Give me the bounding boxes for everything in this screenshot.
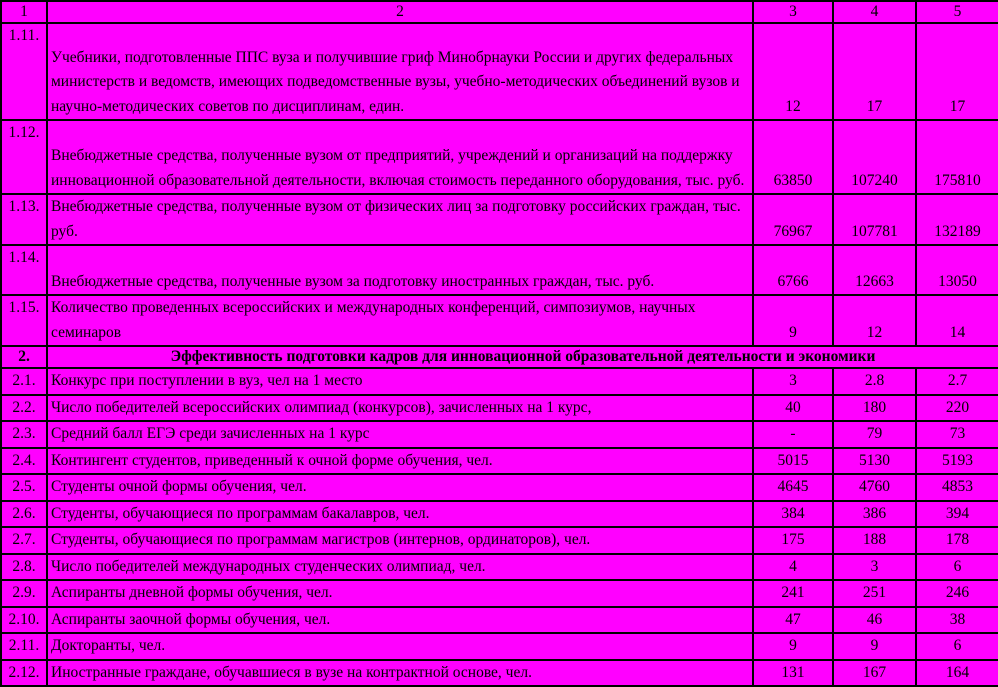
value-col-4: 107781 [833, 194, 916, 245]
row-index: 1.12. [1, 120, 47, 194]
value-col-4: 9 [833, 633, 916, 660]
table-row [1, 368, 998, 395]
row-index: 1.14. [1, 245, 47, 295]
value-col-5: 14 [916, 295, 998, 346]
value-col-4: 2.8 [833, 368, 916, 395]
value-col-4: 251 [833, 580, 916, 607]
row-index: 2.10. [1, 607, 47, 634]
value-col-4: 79 [833, 421, 916, 448]
row-description: Средний балл ЕГЭ среди зачисленных на 1 курс [47, 421, 753, 448]
section-row [1, 346, 998, 368]
table-row [1, 421, 998, 448]
table-row [1, 474, 998, 501]
value-col-4: 107240 [833, 120, 916, 194]
row-index: 2.5. [1, 474, 47, 501]
value-col-4: 5130 [833, 448, 916, 475]
value-col-4: 17 [833, 23, 916, 120]
table-row [1, 448, 998, 475]
value-col-3: 4645 [753, 474, 833, 501]
row-index: 1.13. [1, 194, 47, 245]
value-col-5: 132189 [916, 194, 998, 245]
header-row [1, 1, 998, 23]
value-col-3: 241 [753, 580, 833, 607]
value-col-3: 175 [753, 527, 833, 554]
row-index: 2.12. [1, 660, 47, 687]
value-col-5: 175810 [916, 120, 998, 194]
row-description: Количество проведенных всероссийских и международных конференций, симпозиумов, научных семинаров [47, 295, 753, 346]
table-row [1, 295, 998, 346]
value-col-5: 38 [916, 607, 998, 634]
value-col-3: 131 [753, 660, 833, 687]
value-col-3: - [753, 421, 833, 448]
table-row [1, 395, 998, 422]
value-col-3: 5015 [753, 448, 833, 475]
header-col-3: 3 [753, 1, 833, 23]
value-col-4: 386 [833, 501, 916, 528]
row-description: Число победителей международных студенческих олимпиад, чел. [47, 554, 753, 581]
value-col-4: 167 [833, 660, 916, 687]
value-col-5: 394 [916, 501, 998, 528]
row-index: 2.8. [1, 554, 47, 581]
row-description: Студенты, обучающиеся по программам магистров (интернов, ординаторов), чел. [47, 527, 753, 554]
row-description: Контингент студентов, приведенный к очной форме обучения, чел. [47, 448, 753, 475]
value-col-3: 9 [753, 295, 833, 346]
row-description: Иностранные граждане, обучавшиеся в вузе на контрактной основе, чел. [47, 660, 753, 687]
value-col-3: 63850 [753, 120, 833, 194]
table-row [1, 527, 998, 554]
row-description: Внебюджетные средства, полученные вузом за подготовку иностранных граждан, тыс. руб. [47, 245, 753, 295]
header-col-1: 1 [1, 1, 47, 23]
row-description: Число победителей всероссийских олимпиад (конкурсов), зачисленных на 1 курс, [47, 395, 753, 422]
value-col-5: 178 [916, 527, 998, 554]
value-col-4: 12663 [833, 245, 916, 295]
value-col-5: 6 [916, 633, 998, 660]
value-col-4: 3 [833, 554, 916, 581]
table-row [1, 633, 998, 660]
row-description: Внебюджетные средства, полученные вузом от физических лиц за подготовку российских граждан, тыс. руб. [47, 194, 753, 245]
table-row [1, 607, 998, 634]
row-description: Аспиранты заочной формы обучения, чел. [47, 607, 753, 634]
table-row [1, 501, 998, 528]
row-index: 1.11. [1, 23, 47, 120]
value-col-3: 12 [753, 23, 833, 120]
section-index: 2. [1, 346, 47, 368]
header-col-4: 4 [833, 1, 916, 23]
row-index: 2.1. [1, 368, 47, 395]
row-description: Студенты, обучающиеся по программам бакалавров, чел. [47, 501, 753, 528]
value-col-3: 3 [753, 368, 833, 395]
value-col-5: 220 [916, 395, 998, 422]
value-col-4: 12 [833, 295, 916, 346]
row-index: 2.4. [1, 448, 47, 475]
row-description: Конкурс при поступлении в вуз, чел на 1 место [47, 368, 753, 395]
row-index: 2.7. [1, 527, 47, 554]
value-col-5: 4853 [916, 474, 998, 501]
table-row [1, 194, 998, 245]
row-description: Аспиранты дневной формы обучения, чел. [47, 580, 753, 607]
value-col-3: 9 [753, 633, 833, 660]
row-description: Докторанты, чел. [47, 633, 753, 660]
value-col-3: 384 [753, 501, 833, 528]
row-index: 2.6. [1, 501, 47, 528]
value-col-5: 246 [916, 580, 998, 607]
row-index: 1.15. [1, 295, 47, 346]
value-col-5: 2.7 [916, 368, 998, 395]
value-col-3: 47 [753, 607, 833, 634]
value-col-5: 6 [916, 554, 998, 581]
table-row [1, 554, 998, 581]
value-col-5: 13050 [916, 245, 998, 295]
row-index: 2.2. [1, 395, 47, 422]
row-index: 2.3. [1, 421, 47, 448]
row-description: Учебники, подготовленные ППС вуза и получившие гриф Минобрнауки России и других федеральных министерств и ведомств, имеющих подведомственные вузы, учебно-методических объединений вузов и научно-методических советов по дисциплинам, един. [47, 23, 753, 120]
value-col-5: 17 [916, 23, 998, 120]
row-index: 2.11. [1, 633, 47, 660]
table-row [1, 23, 998, 120]
table-row [1, 245, 998, 295]
value-col-5: 5193 [916, 448, 998, 475]
table-row [1, 120, 998, 194]
table-row [1, 660, 998, 687]
value-col-5: 73 [916, 421, 998, 448]
row-index: 2.9. [1, 580, 47, 607]
table-row [1, 580, 998, 607]
header-col-2: 2 [47, 1, 753, 23]
header-col-5: 5 [916, 1, 998, 23]
value-col-3: 76967 [753, 194, 833, 245]
section-title: Эффективность подготовки кадров для инновационной образовательной деятельности и экономики [47, 346, 998, 368]
row-description: Студенты очной формы обучения, чел. [47, 474, 753, 501]
value-col-4: 46 [833, 607, 916, 634]
value-col-4: 188 [833, 527, 916, 554]
value-col-3: 40 [753, 395, 833, 422]
value-col-4: 4760 [833, 474, 916, 501]
value-col-3: 6766 [753, 245, 833, 295]
row-description: Внебюджетные средства, полученные вузом от предприятий, учреждений и организаций на поддержку инновационной образовательной деятельности, включая стоимость переданного оборудования, тыс. руб. [47, 120, 753, 194]
value-col-3: 4 [753, 554, 833, 581]
value-col-5: 164 [916, 660, 998, 687]
value-col-4: 180 [833, 395, 916, 422]
